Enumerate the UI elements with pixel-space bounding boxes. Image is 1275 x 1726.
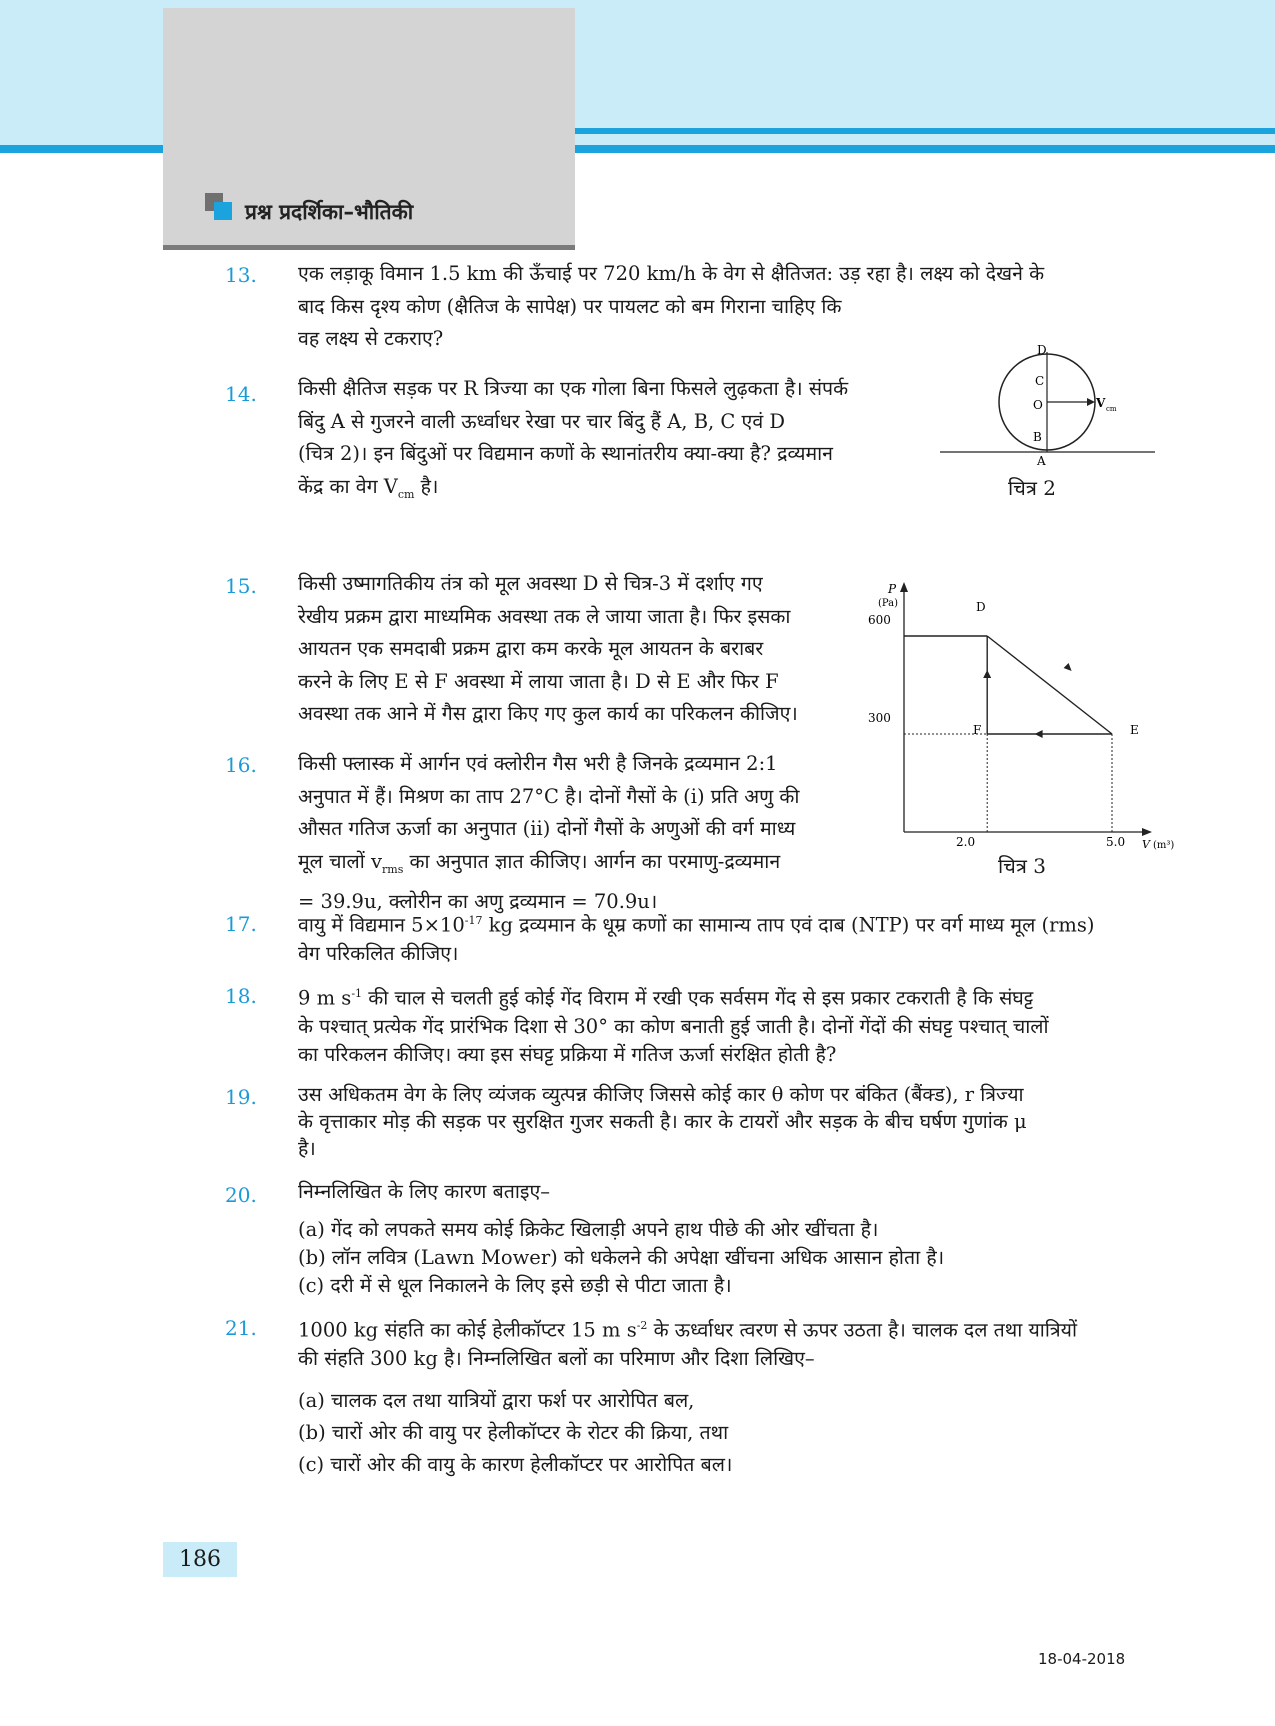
question-line: = 39.9u, क्लोरीन का अणु द्रव्यमान = 70.9u। [298, 889, 658, 913]
question-line: वह लक्ष्य से टकराए? [298, 327, 444, 350]
header-title: प्रश्न प्रदर्शिका–भौतिकी [245, 200, 414, 224]
question-line: केंद्र का वेग $V_{cm}$ है। [298, 474, 439, 501]
question-21 [298, 1312, 1158, 1481]
question-part: (c) दरी में से धूल निकालने के लिए इसे छड़ी से पीटा जाता है। [298, 1274, 732, 1297]
question-line: बाद किस दृश्य कोण (क्षैतिज के सापेक्ष) पर पायलट को बम गिराना चाहिए कि [298, 294, 842, 318]
question-number-16: 16. [225, 753, 257, 777]
print-date: 18-04-2018 [1038, 1650, 1126, 1668]
y-axis-label: P [888, 582, 897, 596]
question-line: किसी क्षैतिज सड़क पर R त्रिज्या का एक गोला बिना फिसले लुढ़कता है। संपर्क [298, 377, 849, 400]
y-tick-600: 600 [868, 613, 891, 627]
question-line: है। [298, 1137, 316, 1160]
question-line: 9 m $s^{-1}$ की चाल से चलती हुई कोई गेंद विराम में रखी एक सर्वसम गेंद से इस प्रकार टकराती है कि संघट्ट [298, 986, 1034, 1010]
header-squares-icon [205, 193, 235, 223]
x-axis-unit: (m³) [1153, 840, 1175, 851]
velocity-label: V [1096, 396, 1106, 410]
question-line: निम्नलिखित के लिए कारण बताइए– [298, 1180, 550, 1203]
question-line: के वृत्ताकार मोड़ की सड़क पर सुरक्षित गुजर सकती है। कार के टायरों और सड़क के बीच घर्षण गुणांक μ [298, 1110, 1027, 1133]
question-number-21: 21. [225, 1316, 257, 1340]
question-line: किसी उष्मागतिकीय तंत्र को मूल अवस्था D से चित्र-3 में दर्शाए गए [298, 572, 763, 595]
question-line: एक लड़ाकू विमान 1.5 km की ऊँचाई पर 720 km/h के वेग से क्षैतिजत: उड़ रहा है। लक्ष्य को देखने के [298, 262, 1045, 285]
x-tick-5: 5.0 [1106, 835, 1126, 849]
question-17 [298, 907, 1158, 968]
question-15 [298, 568, 858, 731]
question-line: आयतन एक समदाबी प्रक्रम द्वारा कम करके मूल आयतन के बराबर [298, 637, 764, 660]
point-label-o: O [1033, 398, 1043, 412]
question-14 [298, 373, 918, 511]
figure-2-caption: चित्र 2 [1008, 476, 1057, 500]
question-number-15: 15. [225, 574, 257, 598]
question-number-18: 18. [225, 984, 257, 1008]
question-number-13: 13. [225, 263, 257, 287]
arrow-e-to-f [1035, 730, 1043, 738]
arrow-f-to-d [983, 670, 991, 678]
question-20 [298, 1178, 1158, 1300]
question-line: रेखीय प्रक्रम द्वारा माध्यमिक अवस्था तक ले जाया जाता है। फिर इसका [298, 604, 791, 628]
figure-3-caption: चित्र 3 [998, 854, 1047, 878]
question-line: का परिकलन कीजिए। क्या इस संघट्ट प्रक्रिया में गतिज ऊर्जा संरक्षित होती है? [298, 1042, 837, 1066]
point-label-c: C [1035, 374, 1045, 388]
question-line: उस अधिकतम वेग के लिए व्यंजक व्युत्पन्न कीजिए जिससे कोई कार θ कोण पर बंकित (बैंक्ड), r त्रिज्या [298, 1083, 1024, 1106]
point-label-a: A [1037, 454, 1046, 468]
question-16 [298, 748, 858, 918]
question-line: औसत गतिज ऊर्जा का अनुपात (ii) दोनों गैसों के अणुओं की वर्ग माध्य [298, 817, 796, 840]
question-part: (a) गेंद को लपकते समय कोई क्रिकेट खिलाड़ी अपने हाथ पीछे की ओर खींचता है। [298, 1218, 879, 1241]
point-label-d: D [976, 600, 986, 614]
question-line: की संहति 300 kg है। निम्नलिखित बलों का परिमाण और दिशा लिखिए– [298, 1346, 815, 1370]
x-axis-label: V [1142, 838, 1150, 851]
question-line: अनुपात में हैं। मिश्रण का ताप 27°C है। दोनों गैसों के (i) प्रति अणु की [298, 784, 800, 808]
question-line: अवस्था तक आने में गैस द्वारा किए गए कुल कार्य का परिकलन कीजिए। [298, 702, 798, 725]
question-part: (c) चारों ओर की वायु के कारण हेलीकॉप्टर पर आरोपित बल। [298, 1452, 733, 1476]
question-part: (a) चालक दल तथा यात्रियों द्वारा फर्श पर आरोपित बल, [298, 1388, 695, 1412]
segment-d-to-e [987, 636, 1112, 734]
question-number-17: 17. [225, 912, 257, 936]
question-line: के पश्चात् प्रत्येक गेंद प्रारंभिक दिशा से 30° का कोण बनाती हुई जाती है। दोनों गेंदों की संघट्ट पश्चात् चालों [298, 1014, 1049, 1038]
point-label-b: B [1033, 430, 1042, 444]
point-label-d: D [1037, 343, 1047, 357]
question-line: (चित्र 2)। इन बिंदुओं पर विद्यमान कणों के स्थानांतरीय क्या-क्या है? द्रव्यमान [298, 442, 834, 465]
question-number-20: 20. [225, 1183, 257, 1207]
y-tick-300: 300 [868, 711, 891, 725]
point-label-f: F [973, 723, 982, 737]
question-part: (b) लॉन लवित्र (Lawn Mower) को धकेलने की अपेक्षा खींचना अधिक आसान होता है। [298, 1246, 945, 1269]
point-label-e: E [1130, 723, 1139, 737]
question-line: वेग परिकलित कीजिए। [298, 941, 459, 965]
velocity-arrowhead [1087, 398, 1095, 406]
figure-3-pv-chart [860, 578, 1180, 858]
question-line: बिंदु A से गुजरने वाली ऊर्ध्वाधर रेखा पर चार बिंदु हैं A, B, C एवं D [298, 409, 786, 433]
page-number: 186 [179, 1547, 221, 1572]
header-accent-line [575, 128, 1275, 134]
question-line: वायु में विद्यमान $5\times 10^{-17}$ kg द्रव्यमान के धूम्र कणों का सामान्य ताप एवं दाब (NTP) पर वर्ग माध्य मूल (rms) [298, 913, 1095, 937]
question-line: 1000 kg संहति का कोई हेलीकॉप्टर 15 m $s^{-2}$ के ऊर्ध्वाधर त्वरण से ऊपर उठता है। चालक दल तथा यात्रियों [298, 1318, 1078, 1342]
figure-2-diagram [935, 340, 1165, 468]
question-part: (b) चारों ओर की वायु पर हेलीकॉप्टर के रोटर की क्रिया, तथा [298, 1420, 729, 1444]
question-number-19: 19. [225, 1085, 257, 1109]
y-axis-unit: (Pa) [878, 598, 899, 609]
velocity-label-sub: cm [1106, 405, 1117, 413]
question-19 [298, 1081, 1158, 1162]
x-tick-2: 2.0 [956, 835, 976, 849]
arrow-d-to-e [1064, 663, 1072, 671]
question-number-14: 14. [225, 382, 257, 406]
x-axis-arrowhead [1142, 828, 1152, 836]
y-axis-arrowhead [900, 582, 908, 592]
question-line: किसी फ्लास्क में आर्गन एवं क्लोरीन गैस भरी है जिनके द्रव्यमान 2:1 [298, 752, 778, 775]
question-18 [298, 980, 1158, 1069]
question-line: मूल चालों $v_{rms}$ का अनुपात ज्ञात कीजिए। आर्गन का परमाणु-द्रव्यमान [298, 849, 781, 876]
question-line: करने के लिए E से F अवस्था में लाया जाता है। D से E और फिर F [298, 669, 779, 693]
